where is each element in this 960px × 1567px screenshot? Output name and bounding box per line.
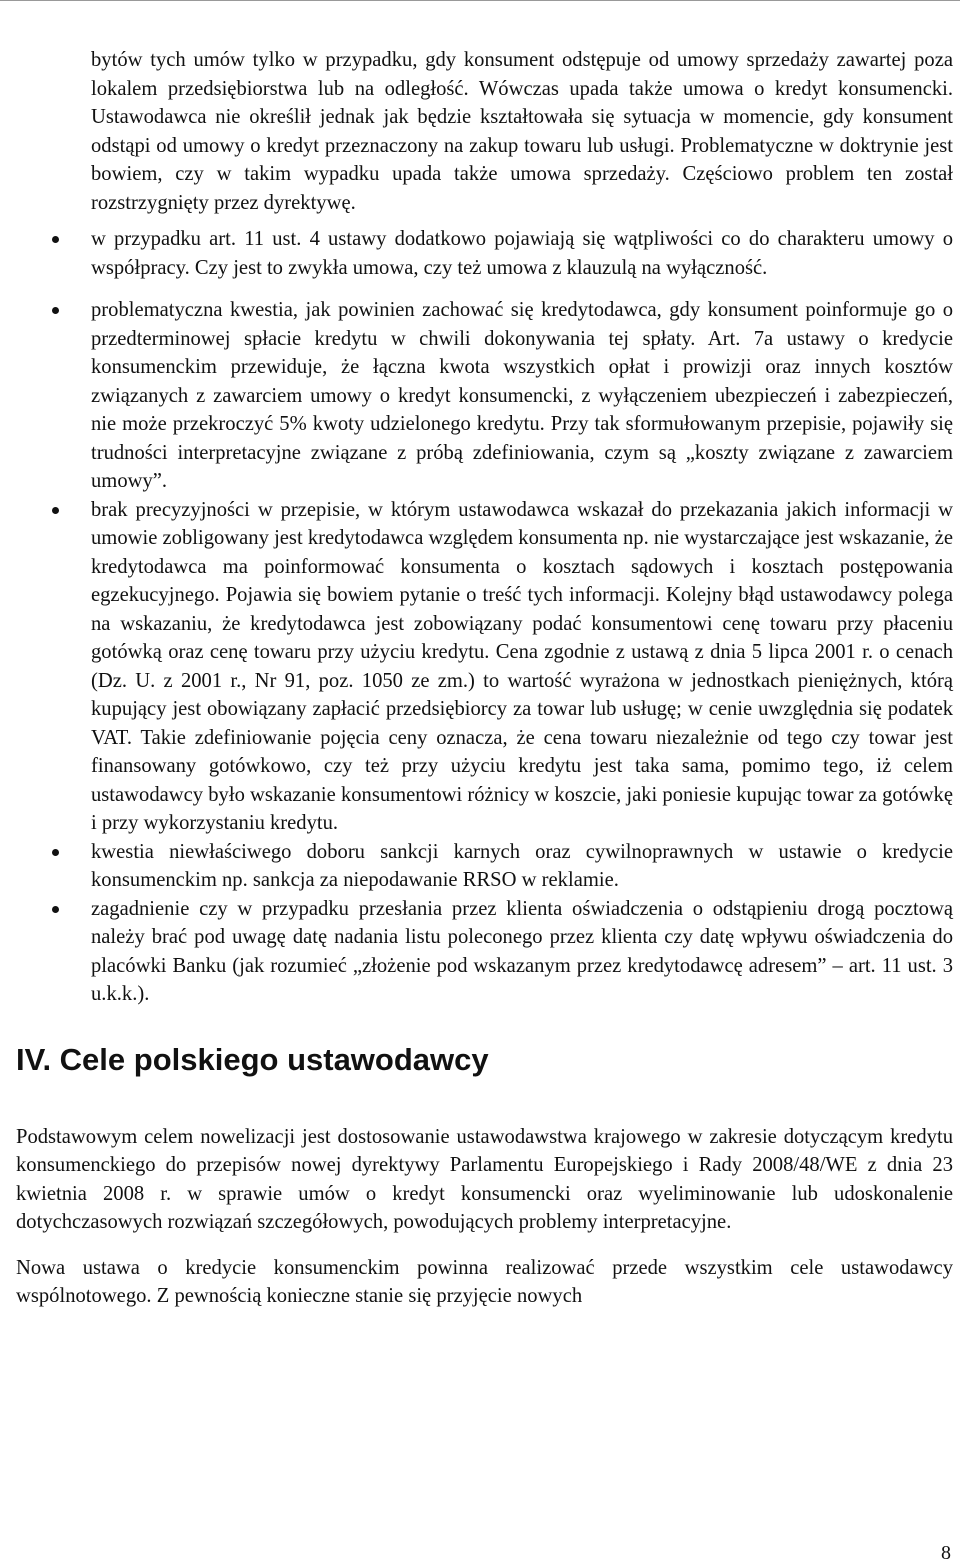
section-heading: IV. Cele polskiego ustawodawcy bbox=[16, 1041, 489, 1077]
list-item bbox=[91, 895, 953, 1009]
bullet-dot-icon bbox=[52, 906, 59, 913]
page-number: 8 bbox=[941, 1542, 951, 1564]
list-item-text: kwestia niewłaściwego doboru sankcji karnych oraz cywilnoprawnych w ustawie o kredycie konsumenckim np. sankcja za niepodawanie RRSO w reklamie. bbox=[91, 840, 953, 891]
section-paragraph: Nowa ustawa o kredycie konsumenckim powinna realizować przede wszystkim cele ustawodawcy wspólnotowego. Z pewnością konieczne stanie się przyjęcie nowych bbox=[16, 1256, 953, 1307]
list-item-text: brak precyzyjności w przepisie, w którym ustawodawca wskazał do przekazania jakich informacji w umowie zobligowany jest kredytodawca względem konsumenta np. nie wystarczające jest wskazanie, że kredytodawca ma poinformować konsumenta o kosztach sądowych i kosztach postępowania egzekucyjnego. Pojawia się bowiem pytanie o treść tych informacji. Kolejny błąd ustawodawcy polega na wskazaniu, że kredytodawca jest zobowiązany podać konsumentowi cenę towaru przy płaceniu gotówką oraz cenę towaru przy użyciu kredytu. Cena zgodnie z ustawą z dnia 5 lipca 2001 r. o cenach (Dz. U. z 2001 r., Nr 91, poz. 1050 ze zm.) to wartość wyrażona w jednostkach pieniężnych, którą kupujący jest obowiązany zapłacić przedsiębiorcy za towar lub usługę; w cenie uwzględnia się podatek VAT. Takie zdefiniowanie pojęcia ceny oznacza, że cena towaru niezależnie od tego czy towar jest finansowany gotówkowo, czy też przy użyciu kredytu jest taka sama, pomimo tego, iż celem ustawodawcy było wskazanie konsumentowi różnicy w koszcie, jaki poniesie kupując towar za gotówkę i przy wykorzystaniu kredytu. bbox=[91, 498, 953, 834]
section-paragraph: Podstawowym celem nowelizacji jest dostosowanie ustawodawstwa krajowego w zakresie dotyczącym kredytu konsumenckiego do przepisów nowej dyrektywy Parlamentu Europejskiego i Rady 2008/48/WE z dnia 23 kwietnia 2008 r. w sprawie umów o kredyt konsumencki oraz wyeliminowanie lub udoskonalenie dotychczasowych rozwiązań szczegółowych, powodujących problemy interpretacyjne. bbox=[16, 1125, 953, 1233]
page-top-rule bbox=[0, 0, 960, 1]
list-item-text: w przypadku art. 11 ust. 4 ustawy dodatkowo pojawiają się wątpliwości co do charakteru umowy o współpracy. Czy jest to zwykła umowa, czy też umowa z klauzulą na wyłączność. bbox=[91, 228, 953, 279]
list-item bbox=[91, 296, 953, 496]
list-item-text: problematyczna kwestia, jak powinien zachować się kredytodawca, gdy konsument poinformuje go o przedterminowej spłacie kredytu w chwili dokonywania tej spłaty. Art. 7a ustawy o kredycie konsumenckim przewiduje, że łączna kwota wszystkich opłat i prowizji oraz innych kosztów związanych z zawarciem umowy o kredyt konsumencki, z wyłączeniem ubezpieczeń i zabezpieczeń, nie może przekroczyć 5% kwoty udzielonego kredytu. Przy tak sformułowanym przepisie, pojawiły się trudności interpretacyjne związane z próbą zdefiniowania, czym są „koszty związane z zawarciem umowy”. bbox=[91, 299, 953, 492]
bullet-dot-icon bbox=[52, 236, 59, 243]
list-item bbox=[91, 225, 953, 282]
list-item bbox=[91, 838, 953, 895]
list-item bbox=[91, 496, 953, 838]
list-item-text: zagadnienie czy w przypadku przesłania przez klienta oświadczenia o odstąpieniu drogą pocztową należy brać pod uwagę datę nadania listu poleconego przez klienta czy datę wpływu oświadczenia do placówki Banku (jak rozumieć „złożenie pod wskazanym przez kredytodawcę adresem” – art. 11 ust. 3 u.k.k.). bbox=[91, 897, 953, 1005]
continued-paragraph: bytów tych umów tylko w przypadku, gdy konsument odstępuje od umowy sprzedaży zawartej poza lokalem przedsiębiorstwa lub na odległość. Wówczas upada także umowa o kredyt konsumencki. Ustawodawca nie określił jednak jak będzie kształtowała się sytuacja w momencie, gdy konsument odstąpi od umowy o kredyt przeznaczony na zakup towaru lub usługi. Problematyczne w doktrynie jest bowiem, czy w takim wypadku upada także umowa sprzedaży. Częściowo problem ten został rozstrzygnięty przez dyrektywę. bbox=[91, 49, 953, 214]
bullet-dot-icon bbox=[52, 849, 59, 856]
bullet-dot-icon bbox=[52, 507, 59, 514]
bullet-list bbox=[16, 225, 953, 1009]
page-content bbox=[16, 46, 953, 1311]
bullet-dot-icon bbox=[52, 307, 59, 314]
